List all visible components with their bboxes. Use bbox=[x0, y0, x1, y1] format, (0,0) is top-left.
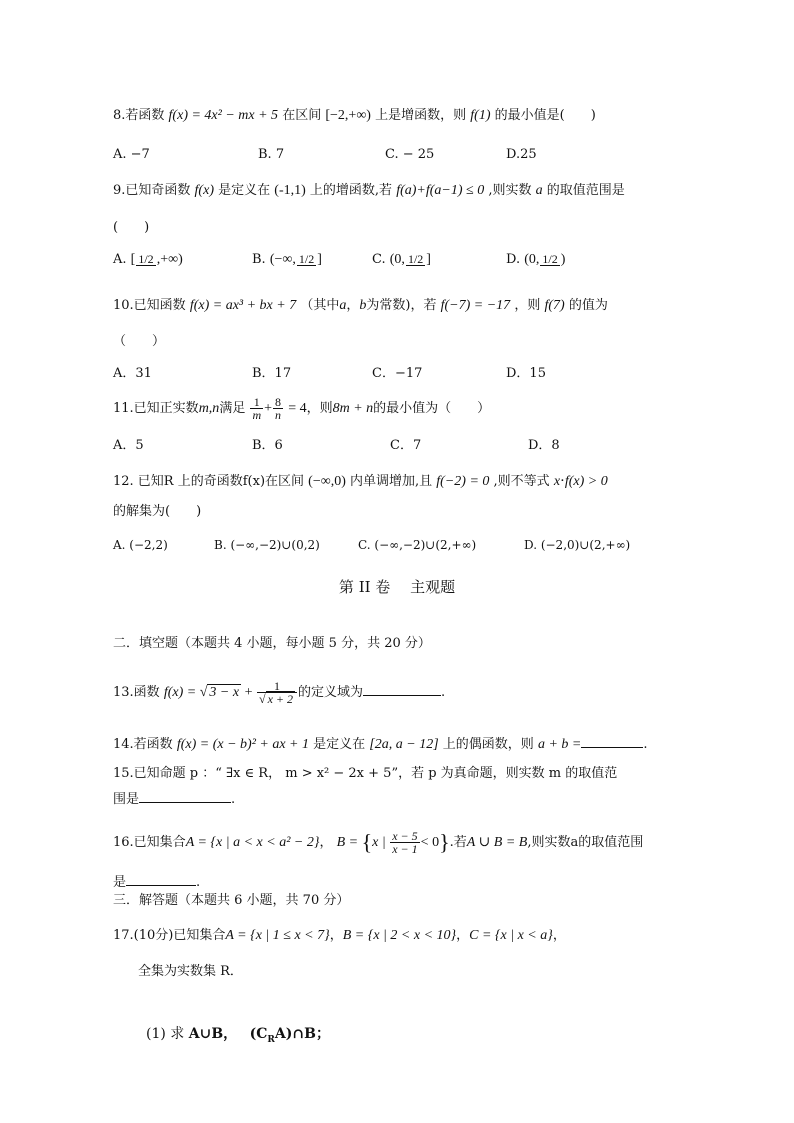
q9-d-val: 1/2 bbox=[542, 252, 558, 266]
q13-period: . bbox=[441, 685, 446, 700]
q13-prefix: 13.函数 bbox=[113, 685, 160, 700]
q16-frac-den: x − 1 bbox=[392, 842, 418, 856]
q17-part1-expr2: (C bbox=[249, 1026, 268, 1042]
q12-inequality: x⋅f(x) > 0 bbox=[553, 474, 608, 489]
q9-option-a bbox=[113, 250, 183, 270]
section-2-title: 二．填空题（本题共 4 小题，每小题 5 分，共 20 分） bbox=[113, 636, 431, 651]
q16-end: ,则实数a的取值范围 bbox=[527, 835, 644, 850]
q13-function: f(x) = bbox=[163, 685, 200, 700]
question-15-line2 bbox=[113, 788, 235, 810]
q9-c-frac bbox=[406, 253, 425, 266]
q8-function: f(x) = 4x² − mx + 5 bbox=[168, 108, 279, 123]
q16-frac bbox=[390, 830, 419, 855]
q9-d-left: (0, bbox=[524, 252, 540, 267]
q12-prefix: 12. 已知R 上的奇函数f(x)在区间 bbox=[113, 474, 305, 489]
q8-option-a: A. −7 bbox=[113, 147, 150, 162]
q13-frac-num: 1 bbox=[257, 680, 297, 693]
q16-comma: ， bbox=[319, 835, 333, 850]
q9-prefix: 9.已知奇函数 bbox=[113, 183, 191, 198]
q14-mid2: 上的偶函数，则 bbox=[442, 737, 534, 752]
q14-expr: a + b = bbox=[537, 737, 582, 752]
q14-function: f(x) = (x − b)² + ax + 1 bbox=[176, 737, 309, 752]
q12-interval: (−∞,0) bbox=[308, 474, 346, 489]
q16-period: . bbox=[196, 875, 201, 890]
question-16: 16.已知集合A = {x | a < x < a² − 2}， B = {x | $\frac{x - 5}{x - 1}$ < 0}.若A ∪ B = B,则实数a的取值范围 bbox=[113, 829, 644, 856]
q13-frac-den-wrap: √ x + 2 bbox=[258, 692, 293, 706]
q8-option-d: D.25 bbox=[506, 147, 537, 162]
q12-condition: f(−2) = 0 bbox=[436, 474, 490, 489]
q10-end: 的值为 bbox=[568, 298, 608, 313]
part-2-title: 第 II 卷 主观题 bbox=[338, 578, 456, 596]
q15-period: . bbox=[231, 792, 236, 807]
q11-frac1-den: m bbox=[252, 408, 262, 422]
q9-c-label: C. bbox=[372, 252, 386, 267]
q12-option-b: B. (−∞,−2)∪(0,2) bbox=[214, 538, 320, 552]
q8-f1: f(1) bbox=[470, 108, 491, 123]
question-9 bbox=[113, 181, 625, 201]
q16-frac-num: x − 5 bbox=[392, 829, 418, 843]
q16-prefix: 16.已知集合 bbox=[113, 835, 186, 850]
q8-mid: 在区间 bbox=[282, 108, 322, 123]
q11-option-a: A．5 bbox=[113, 438, 144, 453]
q17-comma2: ， bbox=[456, 928, 470, 943]
section-3-title: 三．解答题（本题共 6 小题，共 70 分） bbox=[113, 893, 350, 908]
q17-part1-sub: R bbox=[267, 1034, 275, 1045]
q11-frac2 bbox=[273, 396, 283, 421]
q10-f7: f(7) bbox=[544, 298, 565, 313]
q9-c-left: (0, bbox=[389, 252, 405, 267]
q9-mid2: 上的增函数,若 bbox=[309, 183, 393, 198]
q17-line2: 全集为实数集 R． bbox=[138, 964, 243, 979]
q8-option-c: C. − 25 bbox=[385, 147, 435, 162]
q11-vars: m,n bbox=[198, 401, 220, 416]
q10-option-c: C．−17 bbox=[372, 366, 423, 381]
q9-d-right: ) bbox=[560, 252, 566, 267]
q13-sqrt: 3 − x bbox=[209, 685, 240, 700]
q9-interval: (-1,1) bbox=[274, 183, 306, 198]
q12-option-a: A. (−2,2) bbox=[113, 538, 168, 552]
q10-function: f(x) = ax³ + bx + 7 bbox=[189, 298, 297, 313]
question-17 bbox=[113, 926, 566, 946]
q10-comma: ， bbox=[346, 298, 360, 313]
q11-option-d: D．8 bbox=[528, 438, 560, 453]
q15-line2-text: 围是 bbox=[113, 792, 140, 807]
q13-frac-den: x + 2 bbox=[267, 692, 293, 706]
question-13: 13.函数 f(x) = √ 3 − x + $\frac{1}{√ x + 2}$ 的定义域为 . bbox=[113, 679, 446, 706]
q9-c-right: ] bbox=[426, 252, 431, 267]
q17-part1-expr3: A)∩B； bbox=[274, 1026, 330, 1042]
q16-set-a: A = {x | a < x < a² − 2} bbox=[185, 835, 320, 850]
q9-b-left: (−∞, bbox=[269, 252, 296, 267]
q12-option-c: C. (−∞,−2)∪(2,+∞) bbox=[358, 538, 477, 552]
q17-part1 bbox=[146, 1024, 330, 1050]
q12-line2: 的解集为( ) bbox=[113, 504, 202, 519]
q10-condition: f(−7) = −17 bbox=[440, 298, 511, 313]
q10-a: a bbox=[339, 298, 347, 313]
q9-d-label: D. bbox=[506, 252, 521, 267]
q12-option-d: D. (−2,0)∪(2,+∞) bbox=[524, 538, 631, 552]
q10-option-b: B．17 bbox=[252, 366, 292, 381]
q9-paren: ( ) bbox=[113, 220, 150, 235]
q11-expr: 8m + n bbox=[332, 401, 374, 416]
question-11: 11.已知正实数m,n满足 $\frac{1}{m}$ + $\frac{8}{n}$ = 4，则8m + n的最小值为（ ） bbox=[113, 395, 491, 422]
q14-period: . bbox=[643, 737, 648, 752]
q9-b-frac bbox=[297, 253, 316, 266]
q9-a-right: ,+∞) bbox=[156, 252, 183, 267]
q9-b-val: 1/2 bbox=[298, 252, 315, 266]
q9-c-val: 1/2 bbox=[407, 252, 424, 266]
q16-line2-text: 是 bbox=[113, 875, 127, 890]
q10-mid: （其中 bbox=[300, 298, 340, 313]
q11-option-b: B．6 bbox=[252, 438, 283, 453]
q14-mid: 是定义在 bbox=[313, 737, 366, 752]
q17-comma3: ， bbox=[552, 928, 566, 943]
q17-prefix: 17.(10分)已知集合 bbox=[113, 928, 226, 943]
question-10 bbox=[113, 296, 608, 316]
q11-frac1 bbox=[250, 396, 263, 421]
question-14 bbox=[113, 733, 647, 755]
q12-mid2: ,则不等式 bbox=[493, 474, 550, 489]
q11-option-c: C．7 bbox=[390, 438, 422, 453]
q13-frac bbox=[257, 680, 297, 705]
q9-mid: 是定义在 bbox=[218, 183, 271, 198]
q11-mid: 满足 bbox=[219, 401, 246, 416]
q11-frac2-den: n bbox=[275, 408, 282, 422]
q16-mid: .若 bbox=[449, 835, 467, 850]
q8-suffix: 上是增函数，则 bbox=[375, 108, 467, 123]
q10-b: b bbox=[359, 298, 367, 313]
q15-answer-blank[interactable] bbox=[139, 788, 231, 803]
q9-a-frac bbox=[136, 253, 155, 266]
q10-mid2: 为常数)，若 bbox=[366, 298, 437, 313]
q8-prefix: 8.若函数 bbox=[113, 108, 165, 123]
q13-answer-blank[interactable] bbox=[363, 681, 441, 696]
q11-frac2-num: 8 bbox=[275, 395, 282, 409]
q11-frac1-num: 1 bbox=[250, 396, 263, 409]
q17-set-b: B = {x | 2 < x < 10} bbox=[342, 928, 457, 943]
q8-interval: [−2,+∞) bbox=[325, 108, 371, 123]
q13-plus: + bbox=[241, 685, 256, 700]
q11-end: 的最小值为（ ） bbox=[373, 401, 491, 416]
q13-end: 的定义域为 bbox=[298, 685, 364, 700]
q11-mid2: ，则 bbox=[306, 401, 333, 416]
q11-eq: = 4 bbox=[288, 401, 307, 416]
q14-interval: [2a, a − 12] bbox=[369, 737, 439, 752]
question-16-line2 bbox=[113, 871, 200, 893]
q14-prefix: 14.若函数 bbox=[113, 737, 173, 752]
q17-part1-expr1: A∪B， bbox=[188, 1026, 238, 1042]
q9-fx: f(x) bbox=[194, 183, 214, 198]
q10-prefix: 10.已知函数 bbox=[113, 298, 186, 313]
q10-mid3: ，则 bbox=[514, 298, 541, 313]
q16-condition: A ∪ B = B bbox=[466, 835, 528, 850]
q9-end2: 的取值范围是 bbox=[546, 183, 625, 198]
q9-end: ,则实数 bbox=[488, 183, 532, 198]
q9-option-b bbox=[252, 250, 322, 270]
q9-a-left: [ bbox=[130, 252, 136, 267]
q14-answer-blank[interactable] bbox=[581, 733, 643, 748]
q9-d-frac bbox=[540, 253, 559, 266]
question-8 bbox=[113, 106, 596, 126]
q17-comma1: ， bbox=[329, 928, 343, 943]
q16-set-b-in: x | bbox=[372, 835, 390, 850]
q9-b-right: ] bbox=[317, 252, 322, 267]
q17-part1-label: (1) 求 bbox=[146, 1026, 185, 1042]
q16-set-b-post: < 0 bbox=[420, 835, 440, 850]
q17-set-c: C = {x | x < a} bbox=[469, 928, 553, 943]
q9-condition: f(a)+f(a−1) ≤ 0 bbox=[396, 183, 485, 198]
q11-prefix: 11.已知正实数 bbox=[113, 401, 199, 416]
question-12 bbox=[113, 472, 608, 492]
q10-paren: （ ） bbox=[113, 334, 166, 349]
q8-option-b: B. 7 bbox=[258, 147, 285, 162]
q9-var: a bbox=[535, 183, 543, 198]
q9-option-c bbox=[372, 250, 431, 270]
q16-answer-blank[interactable] bbox=[126, 871, 196, 886]
q9-b-label: B. bbox=[252, 252, 266, 267]
q17-set-a: A = {x | 1 ≤ x < 7} bbox=[225, 928, 330, 943]
q9-option-d bbox=[506, 250, 565, 270]
question-15-line1: 15.已知命题 p ：“ ∃x ∈ R， m > x² − 2x + 5”，若 p 为真命题，则实数 m 的取值范 bbox=[113, 766, 618, 781]
q8-end: 的最小值是( ) bbox=[494, 108, 596, 123]
q12-mid: 内单调增加,且 bbox=[350, 474, 433, 489]
q9-a-label: A. bbox=[113, 252, 127, 267]
q10-option-d: D．15 bbox=[506, 366, 546, 381]
q10-option-a: A．31 bbox=[113, 366, 152, 381]
q9-a-val: 1/2 bbox=[138, 252, 154, 266]
q16-set-b-pre: B = bbox=[336, 835, 362, 850]
